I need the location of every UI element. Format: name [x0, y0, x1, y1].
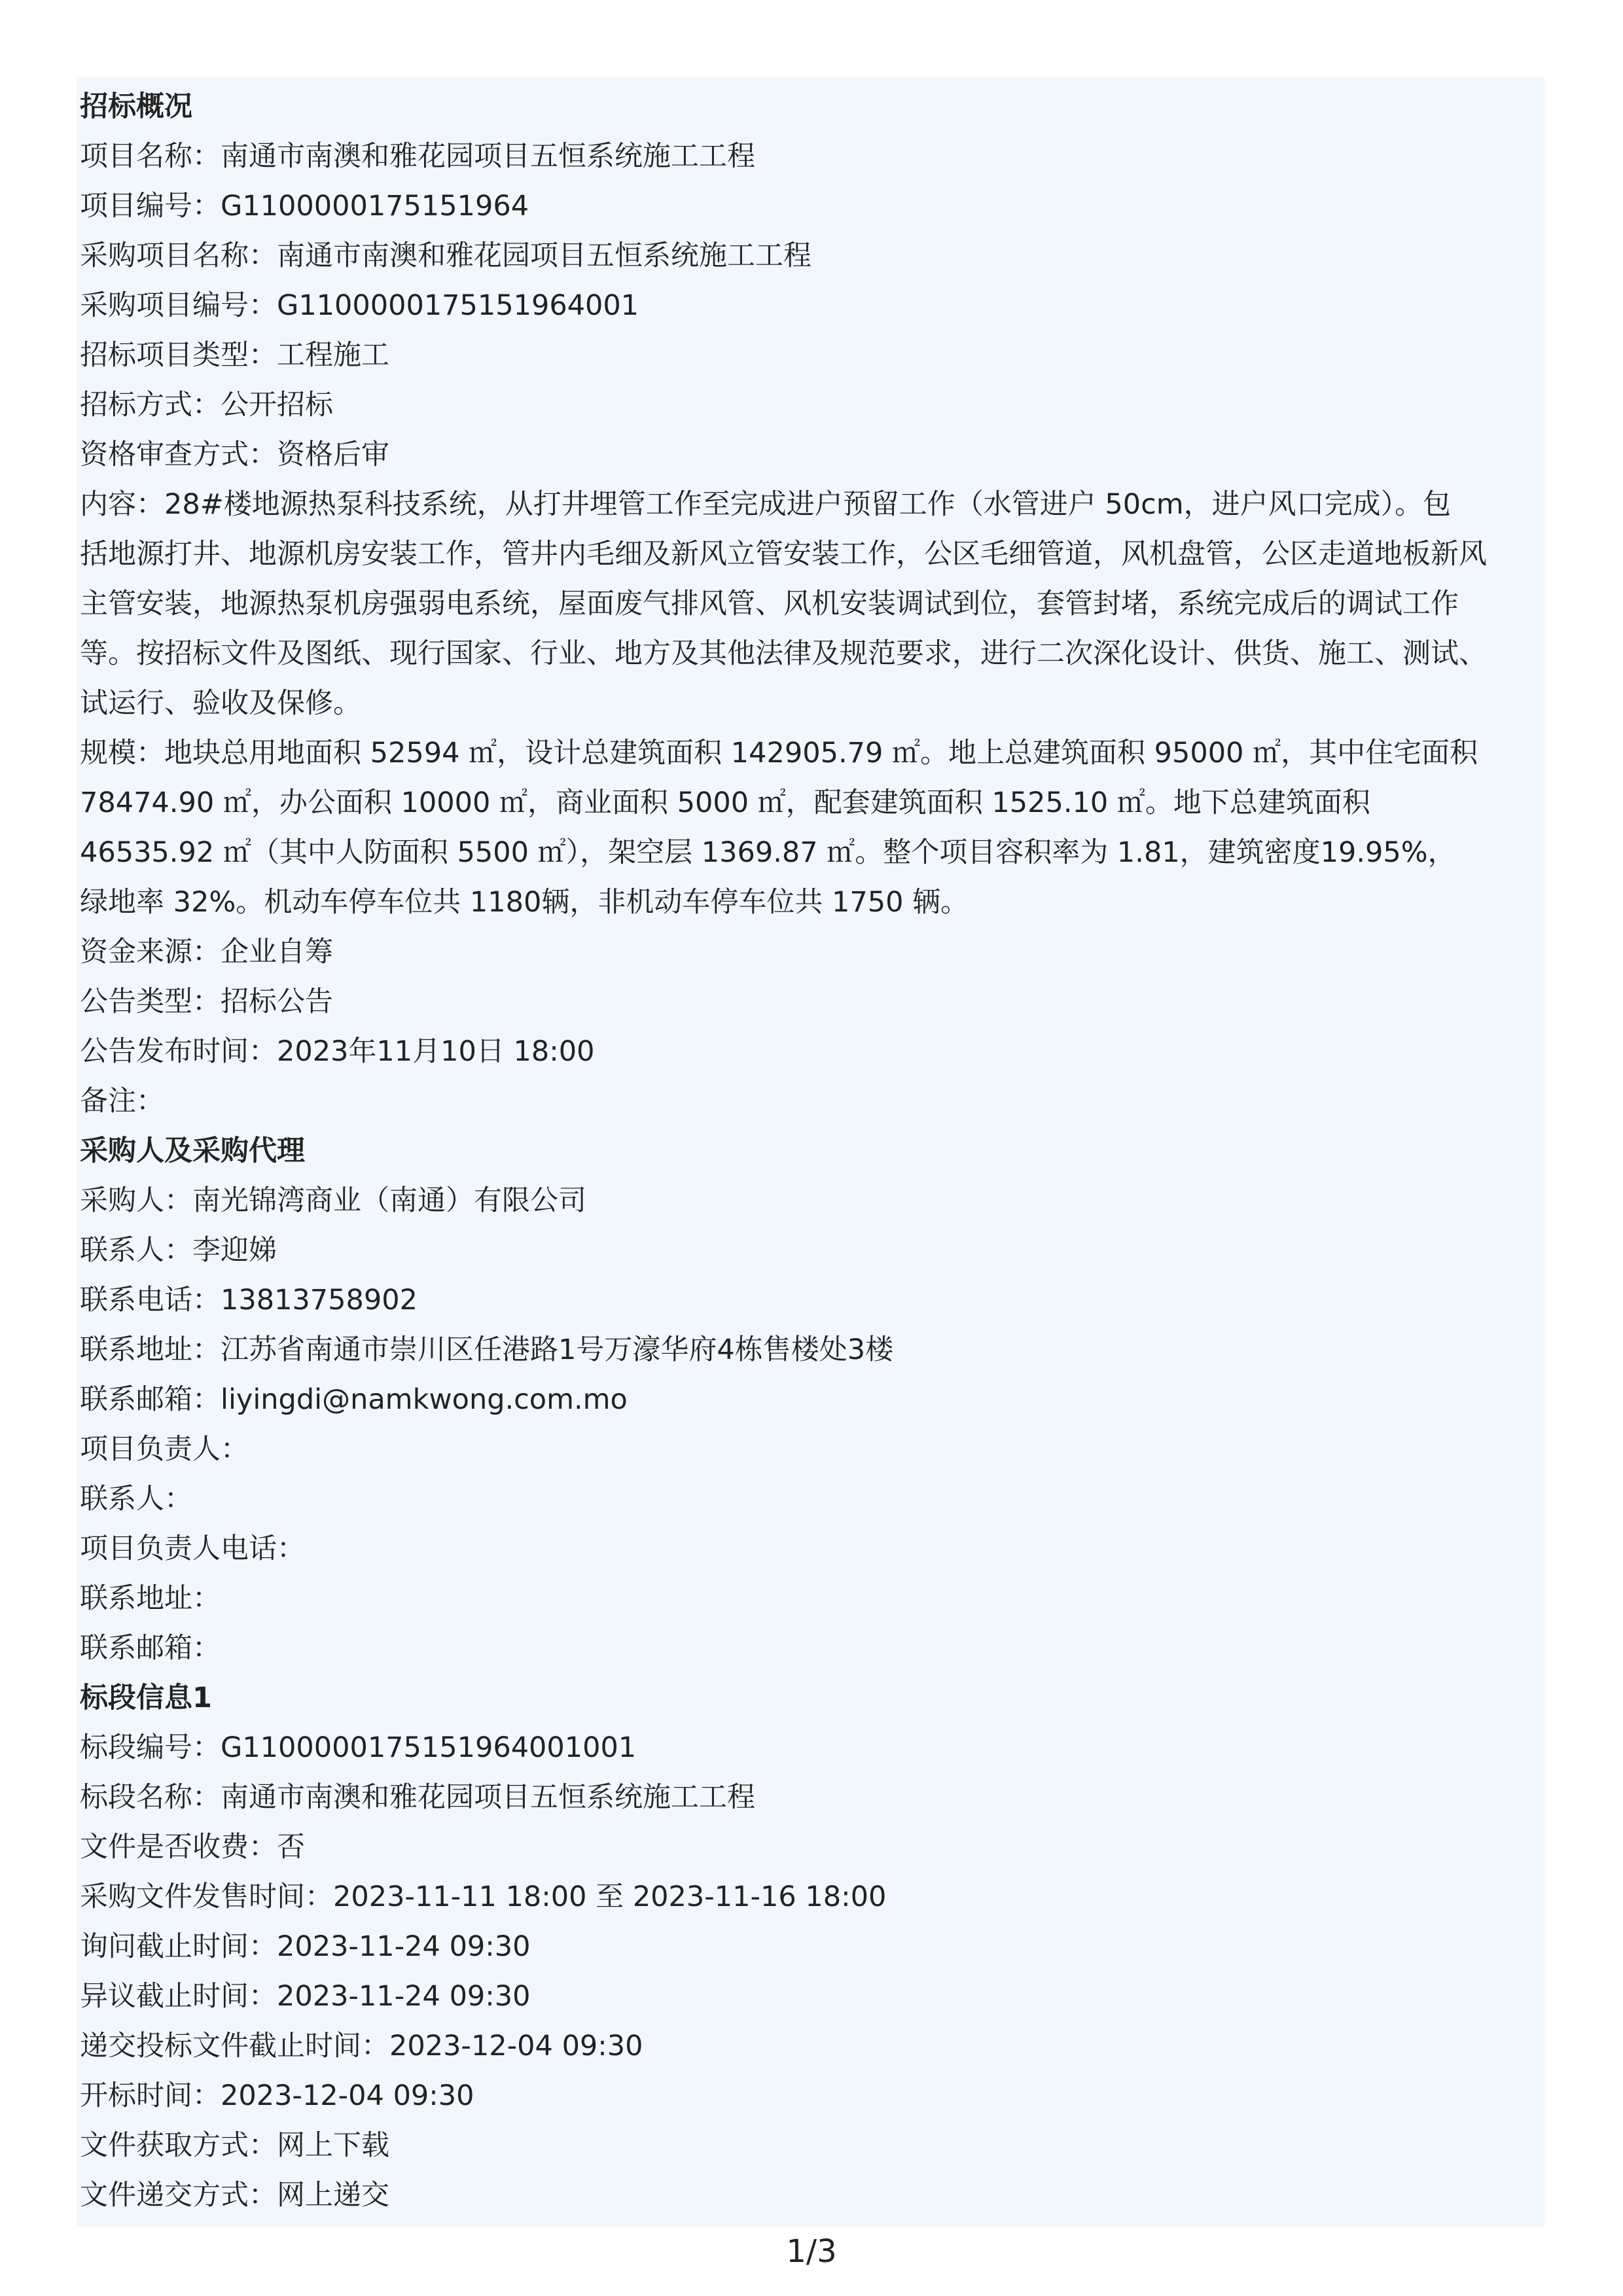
project-code: 项目编号：G1100000175151964 — [80, 190, 529, 222]
section-title-overview: 招标概况 — [80, 90, 192, 123]
section-title-purchaser: 采购人及采购代理 — [80, 1135, 305, 1167]
scale-line: 46535.92 ㎡（其中人防面积 5500 ㎡），架空层 1369.87 ㎡。整个项目容积率为 1.81，建筑密度19.95%， — [80, 836, 1456, 869]
project-lead: 项目负责人： — [80, 1433, 249, 1466]
content-line: 试运行、验收及保修。 — [80, 687, 361, 720]
scale-line: 78474.90 ㎡，办公面积 10000 ㎡，商业面积 5000 ㎡，配套建筑面积 1525.10 ㎡。地下总建筑面积 — [80, 786, 1370, 819]
bid-project-type: 招标项目类型：工程施工 — [80, 339, 389, 372]
section-title-lot1: 标段信息1 — [80, 1682, 212, 1714]
fund-source: 资金来源：企业自筹 — [80, 936, 333, 968]
purchase-project-code: 采购项目编号：G1100000175151964001 — [80, 289, 639, 322]
document-body — [77, 77, 1544, 2227]
scale-paragraph — [80, 728, 1541, 927]
remarks: 备注： — [80, 1085, 164, 1118]
publish-time: 公告发布时间：2023年11月10日 18:00 — [80, 1035, 595, 1068]
contact-address-2: 联系地址： — [80, 1582, 221, 1615]
content-line: 等。按招标文件及图纸、现行国家、行业、地方及其他法律及规范要求，进行二次深化设计、供货、施工、测试、 — [80, 637, 1487, 670]
scale-line: 绿地率 32%。机动车停车位共 1180辆，非机动车停车位共 1750 辆。 — [80, 886, 969, 919]
contact-address: 联系地址：江苏省南通市崇川区任港路1号万濠华府4栋售楼处3楼 — [80, 1333, 894, 1366]
notice-type: 公告类型：招标公告 — [80, 985, 333, 1018]
submission-deadline: 递交投标文件截止时间：2023-12-04 09:30 — [80, 2030, 643, 2062]
page-number: 1/3 — [786, 2233, 837, 2270]
content-line: 括地源打井、地源机房安装工作，管井内毛细及新风立管安装工作，公区毛细管道，风机盘管，公区走道地板新风 — [80, 538, 1487, 571]
section-code: 标段编号：G1100000175151964001001 — [80, 1731, 637, 1764]
project-name: 项目名称：南通市南澳和雅花园项目五恒系统施工工程 — [80, 140, 755, 173]
purchaser-name: 采购人：南光锦湾商业（南通）有限公司 — [80, 1184, 586, 1217]
inquiry-deadline: 询问截止时间：2023-11-24 09:30 — [80, 1930, 531, 1963]
scale-line: 规模：地块总用地面积 52594 ㎡，设计总建筑面积 142905.79 ㎡。地上总建筑面积 95000 ㎡，其中住宅面积 — [80, 737, 1478, 769]
submit-method: 文件递交方式：网上递交 — [80, 2179, 389, 2212]
contact-person-2: 联系人： — [80, 1483, 192, 1515]
purchase-project-name: 采购项目名称：南通市南澳和雅花园项目五恒系统施工工程 — [80, 239, 812, 272]
fee-info: 文件是否收费：否 — [80, 1831, 305, 1863]
sale-time: 采购文件发售时间：2023-11-11 18:00 至 2023-11-16 18:00 — [80, 1881, 887, 1913]
opening-time: 开标时间：2023-12-04 09:30 — [80, 2079, 474, 2112]
contact-person: 联系人：李迎娣 — [80, 1234, 277, 1267]
contact-email: 联系邮箱：liyingdi@namkwong.com.mo — [80, 1383, 628, 1416]
obtain-method: 文件获取方式：网上下载 — [80, 2129, 389, 2162]
project-lead-phone: 项目负责人电话： — [80, 1532, 305, 1565]
qualification-review: 资格审查方式：资格后审 — [80, 438, 389, 471]
section-name: 标段名称：南通市南澳和雅花园项目五恒系统施工工程 — [80, 1781, 755, 1814]
content-paragraph — [80, 480, 1541, 728]
content-line: 内容：28#楼地源热泵科技系统，从打井埋管工作至完成进户预留工作（水管进户 50cm，进户风口完成）。包 — [80, 488, 1452, 521]
content-line: 主管安装，地源热泵机房强弱电系统，屋面废气排风管、风机安装调试到位，套管封堵，系统完成后的调试工作 — [80, 588, 1459, 620]
objection-deadline: 异议截止时间：2023-11-24 09:30 — [80, 1980, 531, 2013]
contact-email-2: 联系邮箱： — [80, 1632, 221, 1665]
bid-method: 招标方式：公开招标 — [80, 389, 333, 421]
contact-phone: 联系电话：13813758902 — [80, 1284, 418, 1316]
